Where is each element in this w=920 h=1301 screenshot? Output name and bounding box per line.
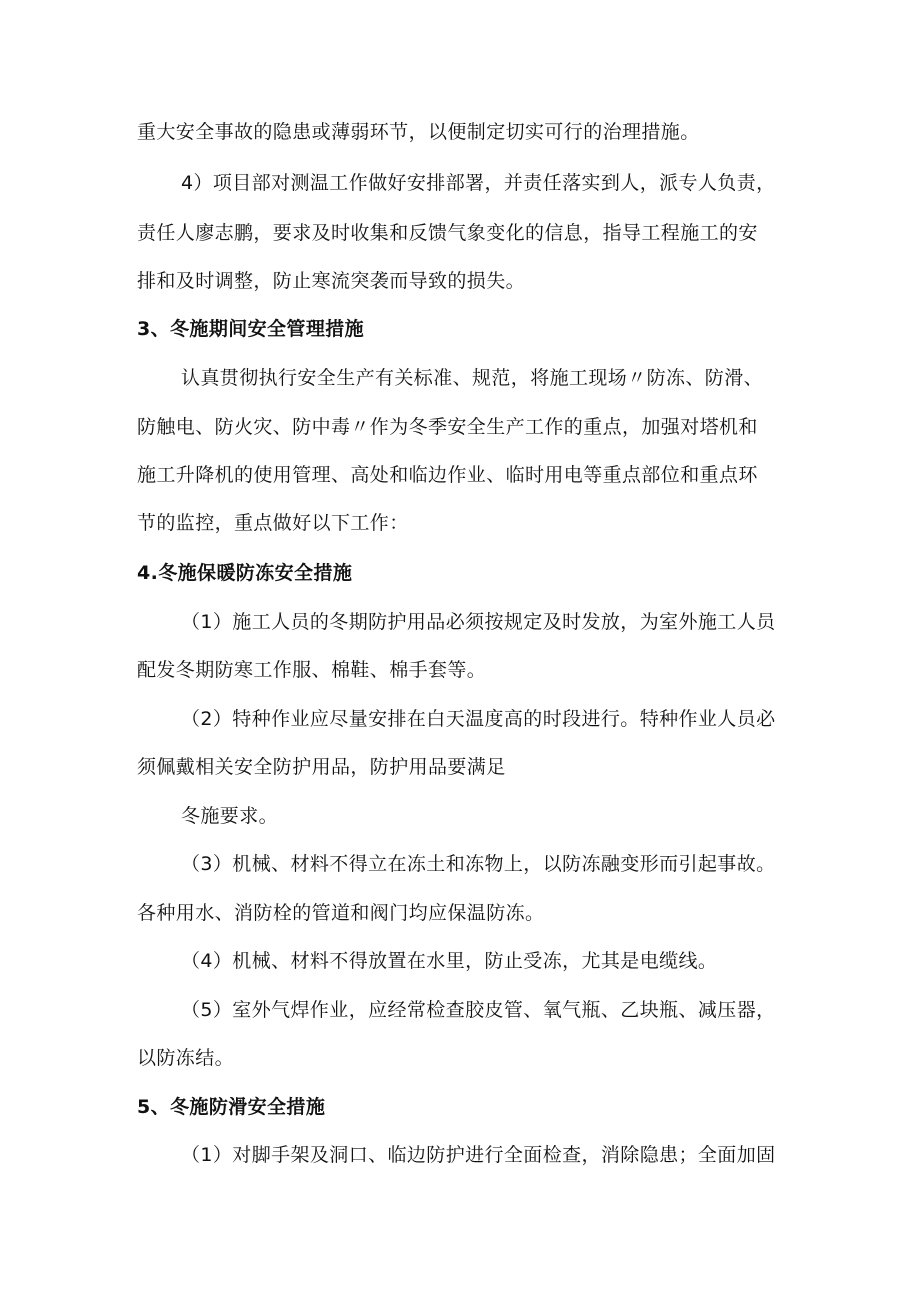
paragraph-line: 重大安全事故的隐患或薄弱环节，以便制定切实可行的治理措施。 bbox=[137, 121, 700, 143]
paragraph-line: 节的监控，重点做好以下工作： bbox=[137, 512, 409, 534]
paragraph-line: 责任人廖志鹏，要求及时收集和反馈气象变化的信息，指导工程施工的安 bbox=[137, 222, 758, 244]
paragraph-line: （4）机械、材料不得放置在水里，防止受冻，尤其是电缆线。 bbox=[181, 950, 718, 972]
paragraph-line: 防触电、防火灾、防中毒〃作为冬季安全生产工作的重点，加强对塔机和 bbox=[137, 416, 758, 438]
paragraph-line: 4）项目部对测温工作做好安排部署，并责任落实到人，派专人负责， bbox=[181, 172, 776, 194]
paragraph-line: 各种用水、消防栓的管道和阀门均应保温防冻。 bbox=[137, 902, 545, 924]
section-heading: 4.冬施保暖防冻安全措施 bbox=[137, 562, 353, 584]
section-heading: 3、冬施期间安全管理措施 bbox=[137, 318, 365, 340]
paragraph-line: （3）机械、材料不得立在冻土和冻物上，以防冻融变形而引起事故。 bbox=[181, 853, 776, 875]
section-heading: 5、冬施防滑安全措施 bbox=[137, 1096, 326, 1118]
paragraph-line: 冬施要求。 bbox=[181, 805, 279, 827]
paragraph-line: 须佩戴相关安全防护用品，防护用品要满足 bbox=[137, 756, 506, 778]
paragraph-line: （1）施工人员的冬期防护用品必须按规定及时发放，为室外施工人员 bbox=[181, 611, 776, 633]
paragraph-line: （1）对脚手架及洞口、临边防护进行全面检查，消除隐患；全面加固 bbox=[181, 1144, 776, 1166]
paragraph-line: 认真贯彻执行安全生产有关标准、规范，将施工现场〃防冻、防滑、 bbox=[181, 367, 764, 389]
paragraph-line: （2）特种作业应尽量安排在白天温度高的时段进行。特种作业人员必 bbox=[181, 708, 776, 730]
paragraph-line: 施工升降机的使用管理、高处和临边作业、临时用电等重点部位和重点环 bbox=[137, 464, 758, 486]
paragraph-line: （5）室外气焊作业，应经常检查胶皮管、氧气瓶、乙块瓶、减压器， bbox=[181, 999, 776, 1021]
paragraph-line: 排和及时调整，防止寒流突袭而导致的损失。 bbox=[137, 270, 526, 292]
paragraph-line: 配发冬期防寒工作服、棉鞋、棉手套等。 bbox=[137, 659, 487, 681]
paragraph-line: 以防冻结。 bbox=[137, 1047, 235, 1069]
